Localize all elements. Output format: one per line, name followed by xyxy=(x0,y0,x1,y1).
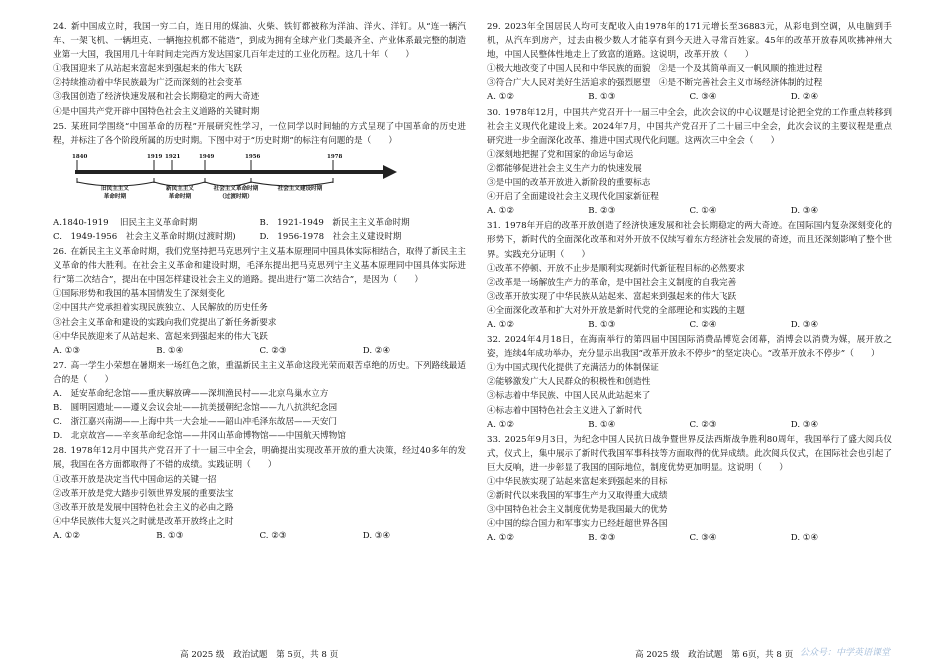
question-32 xyxy=(487,333,892,432)
choice-c: C. ②③ xyxy=(259,345,287,356)
question-stem: 31. 1978年开启的改革开放创造了经济快速发展和社会长期稳定的两大奇迹。在国际国内复杂深刻变化的形势下，新时代的全面深化改革和对外开放不仅续写着东方经济社会发展的奇迹，而且还深刻影响了整个世界。实践充分证明（ ） xyxy=(487,221,892,260)
choice-d: D. ①④ xyxy=(790,533,819,544)
question-stem: 27. 高一学生小荣想在暑期来一场红色之旅，重温新民主主义革命这段光荣而艰苦卓绝的历史。下列路线最适合的是（ ） xyxy=(53,360,466,385)
answer-choices xyxy=(487,90,892,104)
choice-d: D. ②④ xyxy=(790,92,819,103)
option-item: ①国际形势和我国的基本国情发生了深刻变化 xyxy=(53,289,225,300)
option-item: ②改革开放是党大踏步引领世界发展的重要法宝 xyxy=(53,488,234,499)
question-stem: 32. 2024年4月18日，在海南举行的第四届中国国际消费品博览会闭幕，消博会以消费为媒，展开放之姿，连续4年成功举办，充分显示出我国“改革开放永不停步”的坚定决心。“改革开放永不停步”（ ） xyxy=(487,335,892,360)
question-stem: 30. 1978年12月，中国共产党召开十一届三中全会，此次会议的中心议题是讨论把全党的工作重点转移到社会主义现代化建设上来。2024年7月，中国共产党召开了二十届三中全会，此次会议的主要议程是重点研究进一步全面深化改革、推进中国式现代化问题。这两次三中全会（ ） xyxy=(487,107,892,146)
choice-b: B. 1921-1949 新民主主义革命时期 xyxy=(259,217,410,228)
page-footer-right: 高 2025 级 政治试题 第 6页，共 8 页 xyxy=(635,650,794,660)
left-column xyxy=(53,20,466,544)
answer-choices xyxy=(53,216,466,230)
choice-b: B. ①④ xyxy=(588,419,616,430)
timeline-period-label: 新民主主义 革命时期 xyxy=(166,185,194,200)
timeline-period-label: 旧民主主义 革命时期 xyxy=(101,185,129,200)
choice-a: A.1840-1919 旧民主主义革命时期 xyxy=(53,217,198,228)
choice-c: C. ②③ xyxy=(689,419,717,430)
choice-a: A. ①② xyxy=(487,92,515,103)
choice-a: A. ①③ xyxy=(53,345,81,356)
question-stem: 26. 在新民主主义革命时期，我们党坚持把马克思列宁主义基本原理同中国具体实际相结合，取得了新民主主义革命的伟大胜利。在社会主义革命和建设时期，毛泽东提出把马克思列宁主义基本原理同中国具体实际进行“第二次结合”，提出在中国怎样建设社会主义的道路。提出进行“第二次结合”，是因为（ ） xyxy=(53,247,466,286)
option-item: ③中国特色社会主义制度优势是我国最大的优势 xyxy=(487,505,668,516)
choice-b: B. ①④ xyxy=(156,345,184,356)
choice-a: A. ①② xyxy=(487,533,515,544)
choice-c: C. 1949-1956 社会主义革命时期(过渡时期) xyxy=(53,231,236,242)
route-option: D. 北京故宫——辛亥革命纪念馆——井冈山革命博物馆——中国航天博物馆 xyxy=(53,431,346,442)
page-footer-left: 高 2025 级 政治试题 第 5页，共 8 页 xyxy=(180,650,339,660)
option-item: ②能够激发广大人民群众的积极性和创造性 xyxy=(487,377,651,388)
choice-a: A. ①② xyxy=(487,206,515,217)
option-item: ①改革不停顿、开放不止步是顺利实现新时代新征程目标的必然要求 xyxy=(487,263,745,274)
option-item: ③标志着中华民族、中国人民从此站起来了 xyxy=(487,391,651,402)
option-item: ④标志着中国特色社会主义进入了新时代 xyxy=(487,405,642,416)
option-item: ②新时代以来我国的军事生产力又取得重大成绩 xyxy=(487,491,668,502)
choice-c: C. ②④ xyxy=(689,319,717,330)
choice-c: C. ③④ xyxy=(689,92,717,103)
answer-choices xyxy=(487,531,892,545)
question-stem: 24. 新中国成立时，我国一穷二白，连日用的煤油、火柴、铁钉都被称为洋油、洋火、洋钉。从“连一辆汽车、一架飞机、一辆坦克、一辆拖拉机都不能造”，到成为拥有全球产业门类最齐全、产业体系最完整的制造业第一大国，我国用几十年时间走完西方发达国家几百年走过的工业化历程。这几十年（ ） xyxy=(53,22,466,61)
choice-b: B. ①③ xyxy=(156,530,184,541)
timeline-year: 1840 xyxy=(72,153,88,160)
watermark: 公众号：中学英语课堂 xyxy=(800,648,891,658)
choice-a: A. ①② xyxy=(487,319,515,330)
question-30 xyxy=(487,106,892,219)
route-option: B. 圆明园遗址——遵义会议会址——抗美援朝纪念馆——九八抗洪纪念园 xyxy=(53,403,338,414)
timeline-period-label: 社会主义革命时期 （过渡时期） xyxy=(213,185,259,200)
option-item: ②都能够促进社会主义生产力的快速发展 xyxy=(487,163,642,174)
timeline-year: 1956 xyxy=(245,153,261,160)
choice-d: D. ③④ xyxy=(790,206,819,217)
option-item: ①中华民族实现了站起来富起来到强起来的目标 xyxy=(487,477,668,487)
answer-choices xyxy=(487,204,892,218)
question-26 xyxy=(53,245,466,358)
option-item: ③改革开放实现了中华民族从站起来、富起来到强起来的伟大飞跃 xyxy=(487,291,737,302)
choice-d: D. ③④ xyxy=(790,319,819,330)
option-item: ①我国迎来了从站起来富起来到强起来的伟大飞跃 xyxy=(53,64,243,75)
route-option: C. 浙江嘉兴南湖——上海中共一大会址——韶山冲毛泽东故居——天安门 xyxy=(53,417,338,428)
choice-a: A. ①② xyxy=(53,530,81,541)
option-item: ①深刻地把握了党和国家的命运与命运 xyxy=(487,149,634,160)
question-stem: 28. 1978年12月中国共产党召开了十一届三中全会，明确提出实现改革开放的重大决策，经过40多年的发展，我国在各方面都取得了不错的成绩。实践证明（ ） xyxy=(53,446,466,471)
question-29 xyxy=(487,20,892,105)
option-item: ②持续推动着中华民族最为广泛而深刻的社会变革 xyxy=(53,78,243,89)
choice-b: B. ②③ xyxy=(588,533,616,544)
question-25 xyxy=(53,120,466,244)
option-item: ③符合广大人民对美好生活追求的强烈愿望 ④是不断完善社会主义市场经济体制的过程 xyxy=(487,78,823,89)
option-item: ③社会主义革命和建设的实践向我们党提出了新任务新要求 xyxy=(53,317,277,328)
choice-a: A. ①② xyxy=(487,419,515,430)
answer-choices xyxy=(487,318,892,332)
choice-d: D. ②④ xyxy=(362,345,391,356)
option-item: ③我国创造了经济快速发展和社会长期稳定的两大奇迹 xyxy=(53,92,260,103)
option-item: ④中华民族迎来了从站起来、富起来到强起来的伟大飞跃 xyxy=(53,331,268,342)
option-item: ④中国的综合国力和军事实力已经赶超世界各国 xyxy=(487,519,668,530)
option-item: ①为中国式现代化提供了充满活力的体制保证 xyxy=(487,363,659,374)
timeline-period-label: 社会主义建设时期 xyxy=(277,185,323,192)
choice-b: B. ①③ xyxy=(588,92,616,103)
timeline-year: 1919 xyxy=(147,153,163,160)
answer-choices xyxy=(53,344,466,358)
option-item: ④全面深化改革和扩大对外开放是新时代党的全部理论和实践的主题 xyxy=(487,305,745,316)
option-item: ①极大地改变了中国人民和中华民族的面貌 ②是一个及其简单而又一帆风顺的推进过程 xyxy=(487,64,823,75)
option-item: ①改革开放是决定当代中国命运的关键一招 xyxy=(53,474,217,485)
question-27 xyxy=(53,359,466,444)
choice-c: C. ②③ xyxy=(259,530,287,541)
timeline-year: 1949 xyxy=(199,153,215,160)
question-24 xyxy=(53,20,466,119)
question-stem: 29. 2023年全国居民人均可支配收入由1978年的171元增长至36883元，从彩电到空调，从电脑到手机，从汽车到房产，过去由极少数人才能享有到今天进入寻常百姓家。45年的改革开放春风吹拂神州大地，中国人民整体性地走上了致富的道路。这说明，改革开放（ ） xyxy=(487,22,892,61)
option-item: ④开启了全面建设社会主义现代化国家新征程 xyxy=(487,192,659,203)
answer-choices xyxy=(53,230,466,244)
route-option: A. 延安革命纪念馆——重庆解放碑——深圳渔民村——北京鸟巢水立方 xyxy=(53,388,329,399)
answer-choices xyxy=(53,529,466,543)
option-item: ④中华民族伟大复兴之时就是改革开放终止之时 xyxy=(53,516,234,527)
timeline-figure xyxy=(71,150,401,214)
choice-b: B. ①③ xyxy=(588,319,616,330)
option-item: ③是中国的改革开放进入新阶段的重要标志 xyxy=(487,178,651,189)
option-item: ③改革开放是发展中国特色社会主义的必由之路 xyxy=(53,502,234,513)
choice-d: D. ③④ xyxy=(362,530,391,541)
question-stem: 25. 某班同学围绕“中国革命的历程”开展研究性学习，一位同学以时间轴的方式呈现了中国革命的历史进程，并标注了各个阶段所属的历史时期。下图中对于“历史时期”的标注有问题的是（ ） xyxy=(53,121,466,146)
question-31 xyxy=(487,219,892,332)
right-column xyxy=(487,20,892,546)
question-stem: 33. 2025年9月3日，为纪念中国人民抗日战争暨世界反法西斯战争胜利80周年，我国举行了盛大阅兵仪式，仪式上，集中展示了新时代我国军事科技等方面取得的优异成绩。此次阅兵仪式，在国际社会也引起了巨大反响，进一步彰显了我国的国际地位，制度优势更加明显。这说明（ ） xyxy=(487,434,892,473)
option-item: ②中国共产党承担着实现民族独立、人民解放的历史任务 xyxy=(53,303,268,314)
question-33 xyxy=(487,433,892,546)
timeline-axis xyxy=(71,150,401,214)
option-item: ④是中国共产党开辟中国特色社会主义道路的关键时期 xyxy=(53,106,260,117)
question-28 xyxy=(53,444,466,543)
option-item: ②改革是一场解放生产力的革命，是中国社会主义制度的自我完善 xyxy=(487,277,737,288)
choice-c: C. ①④ xyxy=(689,206,717,217)
timeline-year: 1978 xyxy=(327,153,343,160)
timeline-year: 1921 xyxy=(165,153,181,160)
choice-b: B. ②③ xyxy=(588,206,616,217)
choice-d: D. ③④ xyxy=(790,419,819,430)
answer-choices xyxy=(487,418,892,432)
choice-d: D. 1956-1978 社会主义建设时期 xyxy=(259,231,402,242)
choice-c: C. ③④ xyxy=(689,533,717,544)
